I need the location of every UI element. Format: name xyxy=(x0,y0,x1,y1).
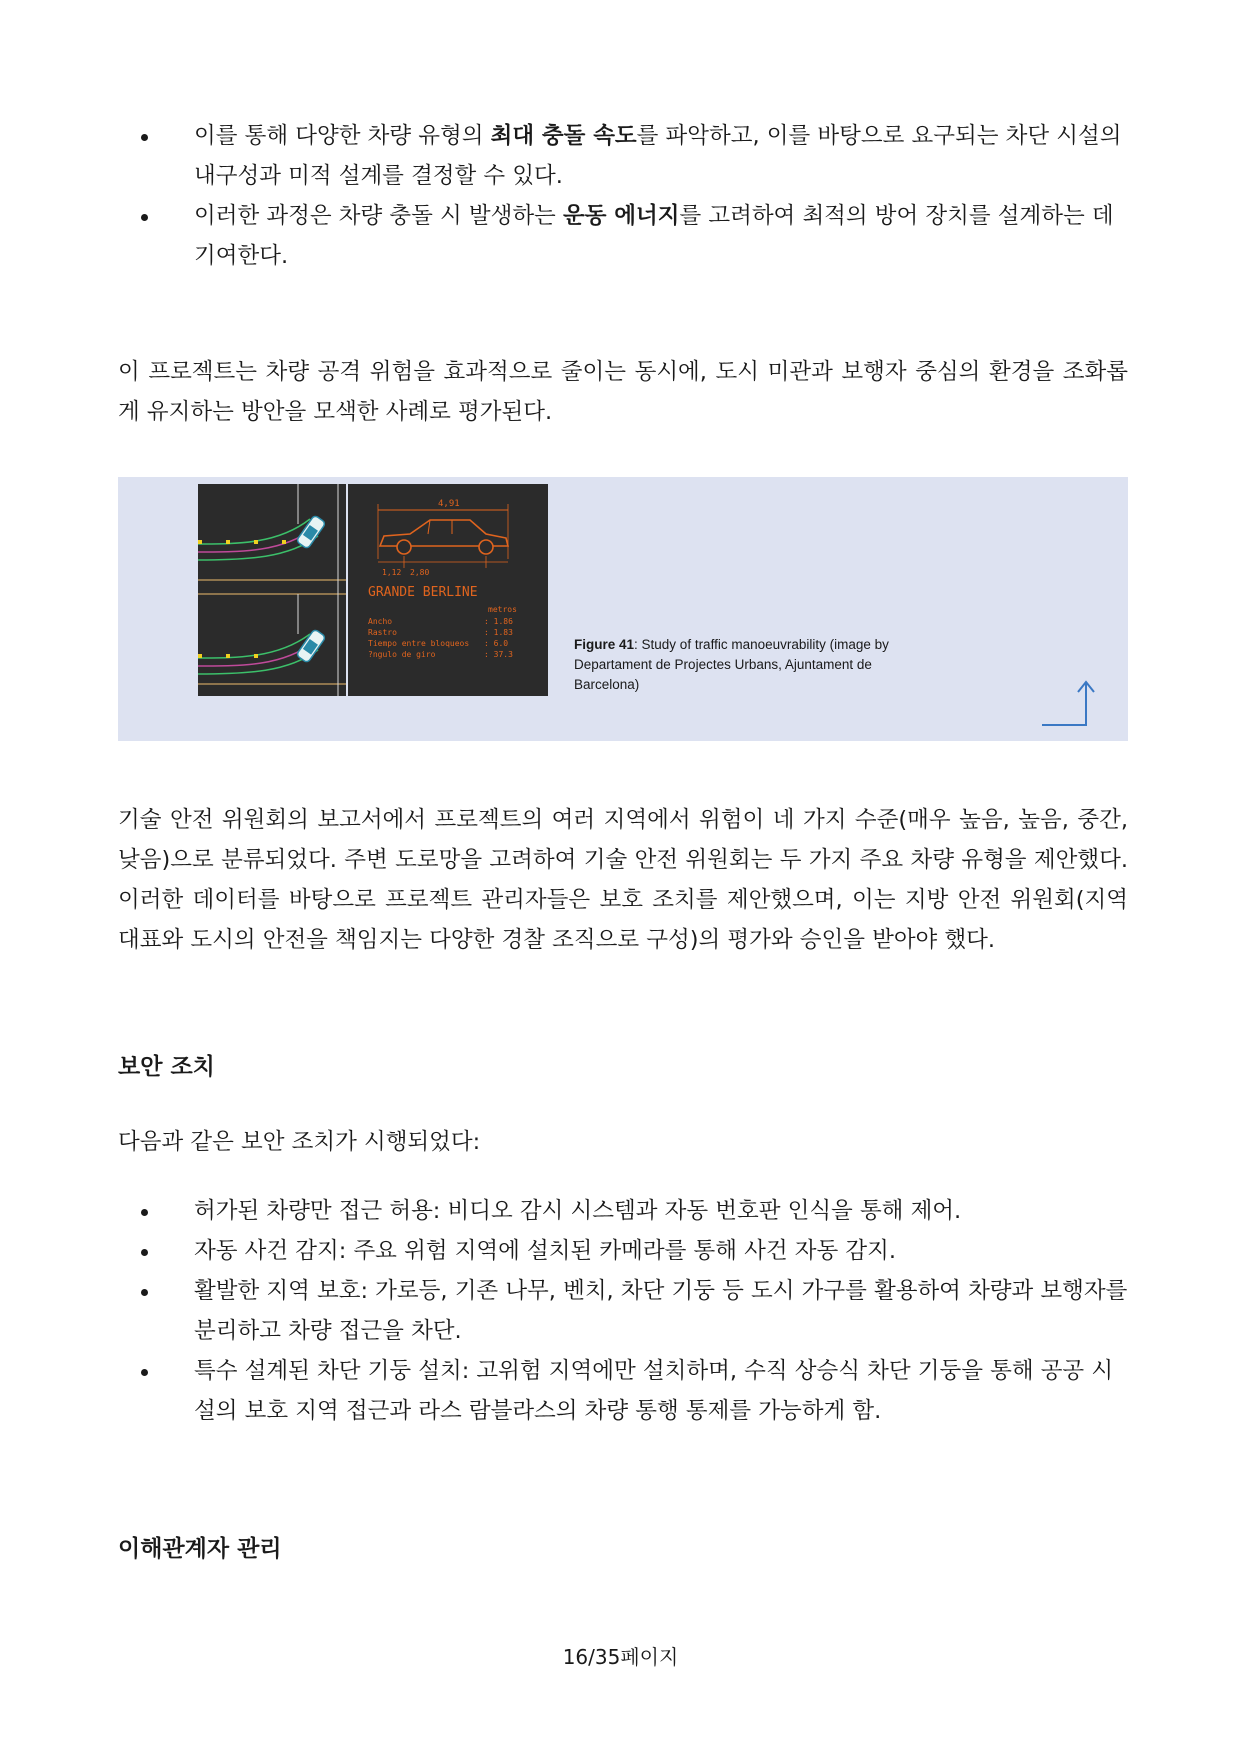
figure-caption xyxy=(574,635,894,695)
cad-row-value: : 1.86 xyxy=(484,617,513,626)
cad-row-value: : 37.3 xyxy=(484,650,513,659)
cad-row-label: Rastro xyxy=(368,628,397,637)
text-run: 를 고려하여 최적의 방어 장치를 설계하는 데 기여한다. xyxy=(194,203,1114,269)
corner-arrow-icon xyxy=(1040,679,1096,727)
cad-trajectory-image xyxy=(198,484,346,696)
list-item xyxy=(118,196,1128,276)
list-item: 활발한 지역 보호: 가로등, 기존 나무, 벤치, 차단 기둥 등 도시 가구를 활용하여 차량과 보행자를 분리하고 차량 접근을 차단. xyxy=(118,1271,1128,1351)
paragraph-project: 이 프로젝트는 차량 공격 위험을 효과적으로 줄이는 동시에, 도시 미관과 보행자 중심의 환경을 조화롭게 유지하는 방안을 모색한 사례로 평가된다. xyxy=(118,359,1128,425)
cad-row-value: : 1.83 xyxy=(484,628,513,637)
paragraph-safety-committee: 기술 안전 위원회의 보고서에서 프로젝트의 여러 지역에서 위험이 네 가지 수준(매우 높음, 높음, 중간, 낮음)으로 분류되었다. 주변 도로망을 고려하여 기술 안전 위원회는 두 가지 주요 차량 유형을 제안했다. 이러한 데이터를 바탕으로 프로젝트 관리자들은 보호 조치를 제안했으며, 이는 지방 안전 위원회(지역 대표와 도시의 안전을 책임지는 다양한 경찰 조직으로 구성)의 평가와 승인을 받아야 했다. xyxy=(118,807,1128,953)
text-run: 이를 통해 다양한 차량 유형의 xyxy=(194,123,491,149)
caption-text: : Study of traffic manoeuvrability (image by Departament de Projectes Urbans, Ajuntament de Barcelona) xyxy=(574,637,889,692)
text-run: 이러한 과정은 차량 충돌 시 발생하는 xyxy=(194,203,563,229)
heading-stakeholder-management: 이해관계자 관리 xyxy=(118,1536,282,1562)
figure xyxy=(118,477,1128,741)
heading-security-measures: 보안 조치 xyxy=(118,1054,215,1080)
cad-units: metros xyxy=(488,605,517,614)
list-item: 특수 설계된 차단 기둥 설치: 고위험 지역에만 설치하며, 수직 상승식 차단 기둥을 통해 공공 시설의 보호 지역 접근과 라스 람블라스의 차량 통행 통제를 가능하게 함. xyxy=(118,1351,1128,1431)
bold-text: 운동 에너지 xyxy=(562,203,680,229)
cad-row-label: ?ngulo de giro xyxy=(368,650,436,659)
bullet-list-top xyxy=(118,116,1128,276)
cad-vehicle-drawing xyxy=(348,484,548,696)
bold-text: 최대 충돌 속도 xyxy=(490,123,637,149)
bullet-list-security xyxy=(118,1191,1128,1431)
caption-label: Figure 41 xyxy=(574,637,635,652)
paragraph-security-intro: 다음과 같은 보안 조치가 시행되었다: xyxy=(118,1129,481,1155)
cad-dimension-right: 2,80 xyxy=(410,568,430,577)
page-number: 16/35페이지 xyxy=(562,1645,679,1669)
list-item: 자동 사건 감지: 주요 위험 지역에 설치된 카메라를 통해 사건 자동 감지. xyxy=(118,1231,1128,1271)
text-run: 를 파악하고, 이를 바탕으로 요구되는 차단 시설의 내구성과 미적 설계를 결정할 수 있다. xyxy=(194,123,1122,189)
cad-row-value: : 6.0 xyxy=(484,639,509,648)
cad-dimension-left: 1,12 xyxy=(382,568,402,577)
list-item xyxy=(118,116,1128,196)
cad-row-label: Ancho xyxy=(368,617,393,626)
cad-dimension-top: 4,91 xyxy=(438,499,460,509)
list-item: 허가된 차량만 접근 허용: 비디오 감시 시스템과 자동 번호판 인식을 통해 제어. xyxy=(118,1191,1128,1231)
cad-row-label: Tiempo entre bloqueos xyxy=(368,639,470,648)
cad-model-name: GRANDE BERLINE xyxy=(368,585,478,600)
